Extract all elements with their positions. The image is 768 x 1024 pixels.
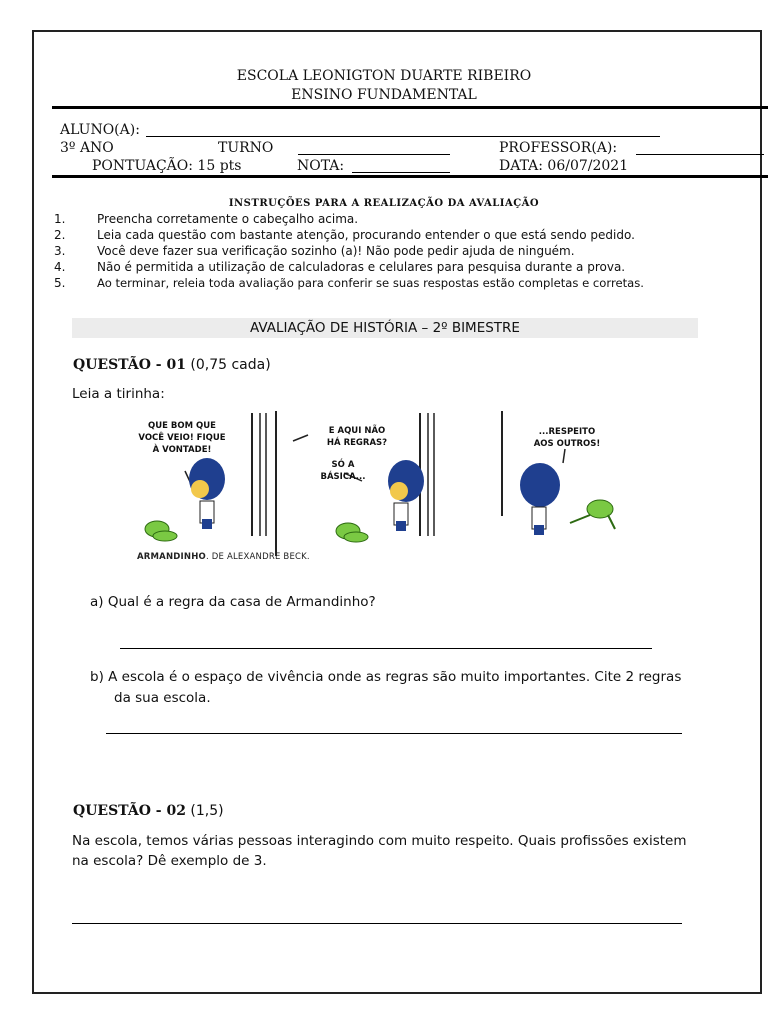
date-label: DATA: 06/07/2021 <box>499 158 629 174</box>
q1-label: QUESTÃO - 01 <box>73 357 186 373</box>
instructions-title: INSTRUÇÕES PARA A REALIZAÇÃO DA AVALIAÇÃO <box>228 198 540 209</box>
shift-line[interactable] <box>298 154 450 155</box>
evaluation-title: AVALIAÇÃO DE HISTÓRIA – 2º BIMESTRE <box>250 320 520 336</box>
comic-credit-name: ARMANDINHO <box>137 552 206 562</box>
teacher-label: PROFESSOR(A): <box>499 140 618 156</box>
teacher-line[interactable] <box>636 154 764 155</box>
student-label: ALUNO(A): <box>60 122 140 138</box>
score-label: PONTUAÇÃO: 15 pts <box>92 158 242 174</box>
comic-speech: HÁ REGRAS? <box>326 438 388 448</box>
header-bottom-rule <box>52 175 768 178</box>
armandinho-hair <box>520 463 560 507</box>
q2-text-line2: na escola? Dê exemplo de 3. <box>72 853 267 869</box>
comic-credit <box>137 552 310 562</box>
school-level: ENSINO FUNDAMENTAL <box>291 87 477 103</box>
comic-speech: VOCÊ VEIO! FIQUE <box>138 433 226 443</box>
q1-item-b-line1: b) A escola é o espaço de vivência onde as regras são muito importantes. Cite 2 regras <box>90 669 682 685</box>
header-top-rule <box>52 106 768 109</box>
q2-text-line1: Na escola, temos várias pessoas interagindo com muito respeito. Quais profissões existem <box>72 833 687 849</box>
comic-speech: AOS OUTROS! <box>533 439 601 449</box>
q1-item-a: a) Qual é a regra da casa de Armandinho? <box>90 594 376 610</box>
q2-points: (1,5) <box>190 803 224 819</box>
q1-prompt: Leia a tirinha: <box>72 386 165 402</box>
comic-strip <box>130 411 638 566</box>
q1-a-answer-line[interactable] <box>120 648 652 649</box>
q1-item-b-line2: da sua escola. <box>114 690 211 706</box>
comic-speech: À VONTADE! <box>152 445 212 455</box>
comic-speech: QUE BOM QUE <box>148 421 216 431</box>
comic-credit-author: . DE ALEXANDRE BECK. <box>205 552 310 562</box>
q2-label: QUESTÃO - 02 <box>73 803 186 819</box>
grade-value-label: NOTA: <box>297 158 345 174</box>
q1-b-answer-line[interactable] <box>106 733 682 734</box>
student-name-line[interactable] <box>146 136 660 137</box>
q1-heading <box>73 357 271 373</box>
q2-heading <box>73 803 224 819</box>
q1-points: (0,75 cada) <box>190 357 271 373</box>
comic-speech: SÓ A <box>331 460 355 470</box>
shift-label: TURNO <box>218 140 274 156</box>
grade-line[interactable] <box>352 172 450 173</box>
comic-speech: E AQUI NÃO <box>328 426 386 436</box>
comic-speech: BÁSICA... <box>320 472 366 482</box>
grade-label: 3º ANO <box>60 140 114 156</box>
q2-answer-line[interactable] <box>72 923 682 924</box>
comic-speech: ...RESPEITO <box>538 427 596 437</box>
school-name: ESCOLA LEONIGTON DUARTE RIBEIRO <box>236 68 532 84</box>
comic-panel-3 <box>520 449 615 535</box>
